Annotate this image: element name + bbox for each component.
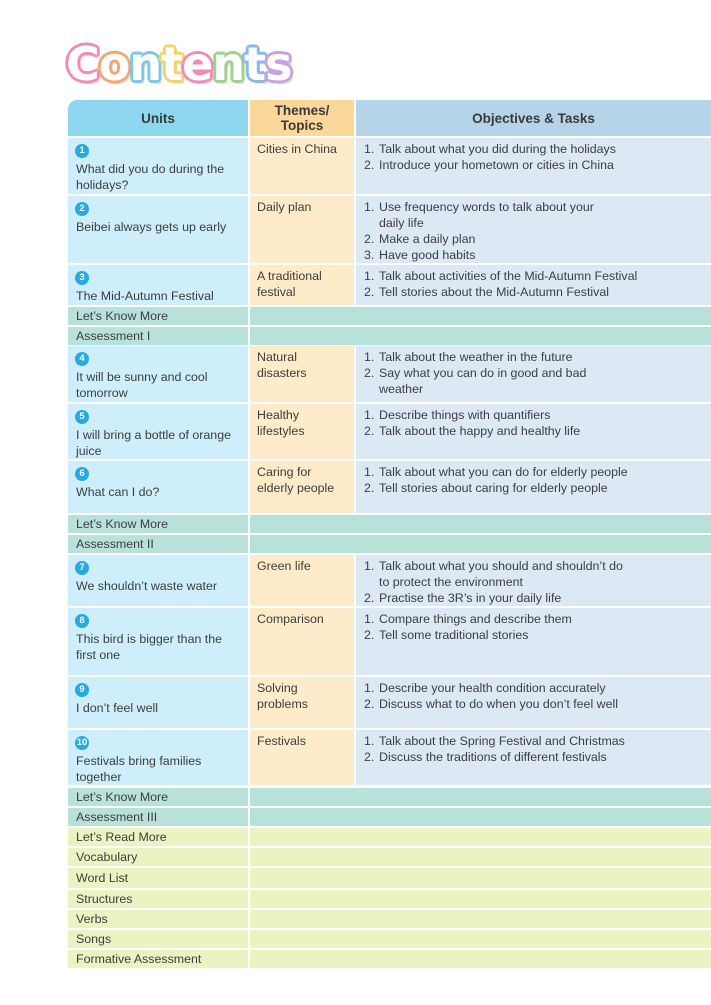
unit-cell[interactable]: [68, 404, 248, 459]
unit-title-line: I don’t feel well: [76, 701, 158, 715]
theme-line: Caring for: [257, 465, 312, 479]
title-letter: e: [182, 37, 213, 91]
unit-title-line: first one: [76, 648, 121, 662]
objective-item: [364, 480, 705, 496]
objective-text-line: Talk about what you can do for elderly people: [379, 465, 628, 479]
section-row-label[interactable]: Assessment III: [68, 808, 248, 826]
unit-cell[interactable]: [68, 196, 248, 263]
title-letter: o: [98, 37, 130, 91]
objective-text-line: Talk about activities of the Mid-Autumn Festival: [379, 269, 638, 283]
unit-title-line: What can I do?: [76, 485, 160, 499]
objective-number: 1.: [364, 269, 375, 283]
objective-number: 1.: [364, 559, 375, 573]
section-row-fill: [250, 868, 711, 888]
objective-text-line: Tell some traditional stories: [379, 628, 529, 642]
objectives-cell: [356, 461, 711, 513]
theme-line: elderly people: [257, 481, 335, 495]
section-row-label[interactable]: Word List: [68, 868, 248, 888]
objective-item: [364, 423, 705, 439]
objective-number: 2.: [364, 591, 375, 605]
units-column-header: [68, 100, 248, 136]
objective-item: [364, 157, 705, 173]
objective-item: [364, 627, 705, 643]
objective-number: 1.: [364, 681, 375, 695]
theme-line: Solving: [257, 681, 298, 695]
unit-number-badge: 9: [75, 683, 89, 697]
unit-title-line: It will be sunny and cool: [76, 370, 208, 384]
objective-item: [364, 349, 705, 365]
section-row-fill: [250, 327, 711, 345]
objective-text-line: Describe your health condition accurately: [379, 681, 606, 695]
unit-number-badge: 6: [75, 467, 89, 481]
unit-number-badge: 3: [75, 271, 89, 285]
objective-number: 1.: [364, 465, 375, 479]
theme-line: lifestyles: [257, 424, 305, 438]
objective-item: [364, 749, 705, 765]
theme-line: disasters: [257, 366, 307, 380]
objective-item: [364, 247, 705, 263]
objective-item: [364, 680, 705, 696]
section-row-label[interactable]: Vocabulary: [68, 848, 248, 866]
objective-number: 2.: [364, 628, 375, 642]
unit-title-line: juice: [76, 444, 102, 458]
section-row-fill: [250, 828, 711, 846]
title-letter: t: [244, 37, 266, 91]
theme-cell: [250, 608, 354, 675]
objective-item: [364, 733, 705, 749]
objective-text-line: Introduce your hometown or cities in China: [379, 158, 614, 172]
theme-line: festival: [257, 285, 296, 299]
objective-number: 1.: [364, 142, 375, 156]
objective-number: 2.: [364, 285, 375, 299]
objective-text-line: Talk about what you should and shouldn’t do: [379, 559, 623, 573]
title-letter: C: [66, 37, 99, 91]
section-row-label[interactable]: Let’s Know More: [68, 788, 248, 806]
theme-cell: [250, 677, 354, 728]
objectives-cell: [356, 555, 711, 606]
unit-title-line: Festivals bring families: [76, 754, 202, 768]
section-row-fill: [250, 788, 711, 806]
unit-title-line: This bird is bigger than the: [76, 632, 223, 646]
objectives-cell: [356, 608, 711, 675]
unit-number-badge: 8: [75, 614, 89, 628]
objective-text-line: Tell stories about caring for elderly people: [379, 481, 608, 495]
objective-number: 2.: [364, 158, 375, 172]
section-row-fill: [250, 848, 711, 866]
unit-title-line: What did you do during the: [76, 162, 225, 176]
objective-text-line: Talk about the weather in the future: [379, 350, 573, 364]
objectives-cell: [356, 677, 711, 728]
theme-line: Daily plan: [257, 200, 312, 214]
section-row-fill: [250, 808, 711, 826]
objective-number: 2.: [364, 750, 375, 764]
objective-number: 2.: [364, 366, 375, 380]
theme-line: Comparison: [257, 612, 324, 626]
objective-text-line: Use frequency words to talk about your: [379, 200, 594, 214]
objective-text-line: Discuss what to do when you don’t feel well: [379, 697, 618, 711]
objective-number: 1.: [364, 734, 375, 748]
unit-cell[interactable]: [68, 461, 248, 513]
themes-column-header: [250, 100, 354, 136]
objective-item: [364, 365, 705, 397]
objective-number: 2.: [364, 697, 375, 711]
objective-text-line: Talk about the Spring Festival and Christmas: [379, 734, 625, 748]
theme-cell: [250, 730, 354, 785]
objective-item: [364, 611, 705, 627]
objective-text-line: Say what you can do in good and bad: [379, 366, 587, 380]
theme-cell: [250, 461, 354, 513]
objectives-cell: [356, 404, 711, 459]
theme-line: Festivals: [257, 734, 306, 748]
objective-item: [364, 231, 705, 247]
themes-header-line1: Themes/: [274, 103, 330, 118]
theme-cell: [250, 404, 354, 459]
unit-cell[interactable]: [68, 677, 248, 728]
themes-header-line2: Topics: [280, 118, 324, 133]
objectives-cell: [356, 730, 711, 785]
objective-text-line: Tell stories about the Mid-Autumn Festival: [379, 285, 610, 299]
objective-number: 2.: [364, 424, 375, 438]
unit-title-line: We shouldn’t waste water: [76, 579, 217, 593]
objective-item: [364, 268, 705, 284]
objective-item: [364, 407, 705, 423]
unit-cell[interactable]: [68, 138, 248, 194]
objective-item: [364, 696, 705, 712]
objective-text-line: to protect the environment: [379, 575, 523, 589]
objective-text-line: weather: [379, 382, 424, 396]
objective-text-line: Compare things and describe them: [379, 612, 572, 626]
objective-item: [364, 199, 705, 231]
section-row-label[interactable]: Let’s Know More: [68, 515, 248, 533]
title-letter: s: [265, 37, 292, 91]
objective-text-line: Talk about the happy and healthy life: [379, 424, 581, 438]
section-row-fill: [250, 910, 711, 928]
title-letter: n: [212, 37, 245, 91]
section-row-label[interactable]: Verbs: [68, 910, 248, 928]
section-row-label[interactable]: Let’s Know More: [68, 307, 248, 325]
objective-number: 3.: [364, 248, 375, 262]
unit-title-line: tomorrow: [76, 386, 128, 400]
objectives-cell: [356, 265, 711, 305]
objective-number: 1.: [364, 408, 375, 422]
theme-line: A traditional: [257, 269, 322, 283]
objective-number: 1.: [364, 350, 375, 364]
unit-number-badge: 1: [75, 144, 89, 158]
section-row-label[interactable]: Songs: [68, 930, 248, 948]
section-row-fill: [250, 307, 711, 325]
unit-number-badge: 2: [75, 202, 89, 216]
objectives-cell: [356, 138, 711, 194]
page-title: [66, 34, 291, 94]
title-letter: t: [161, 37, 183, 91]
theme-cell: [250, 138, 354, 194]
theme-cell: [250, 265, 354, 305]
objective-text-line: Discuss the traditions of different festivals: [379, 750, 607, 764]
objectives-cell: [356, 196, 711, 263]
theme-line: Cities in China: [257, 142, 337, 156]
section-row-fill: [250, 890, 711, 908]
unit-title-line: Beibei always gets up early: [76, 220, 227, 234]
objectives-cell: [356, 346, 711, 402]
theme-cell: [250, 346, 354, 402]
unit-number-badge: 4: [75, 352, 89, 366]
section-row-label[interactable]: Let’s Read More: [68, 828, 248, 846]
objective-item: [364, 558, 705, 590]
section-row-label[interactable]: Assessment I: [68, 327, 248, 345]
unit-cell[interactable]: [68, 730, 248, 785]
theme-cell: [250, 196, 354, 263]
objective-text-line: Talk about what you did during the holidays: [379, 142, 616, 156]
objective-number: 1.: [364, 200, 375, 214]
section-row-fill: [250, 535, 711, 553]
theme-line: problems: [257, 697, 308, 711]
objective-item: [364, 141, 705, 157]
objectives-column-header: [356, 100, 711, 136]
section-row-fill: [250, 930, 711, 948]
unit-title-line: together: [76, 770, 122, 784]
objective-text-line: Describe things with quantifiers: [379, 408, 551, 422]
unit-number-badge: 5: [75, 410, 89, 424]
theme-line: Healthy: [257, 408, 300, 422]
objective-number: 2.: [364, 232, 375, 246]
section-row-label[interactable]: Assessment II: [68, 535, 248, 553]
unit-title-line: holidays?: [76, 178, 129, 192]
objective-text-line: Practise the 3R’s in your daily life: [379, 591, 562, 605]
objective-text-line: Make a daily plan: [379, 232, 476, 246]
objective-text-line: Have good habits: [379, 248, 476, 262]
unit-title-line: I will bring a bottle of orange: [76, 428, 231, 442]
theme-line: Green life: [257, 559, 311, 573]
objective-item: [364, 590, 705, 606]
unit-title-line: The Mid-Autumn Festival: [76, 289, 214, 303]
unit-cell[interactable]: [68, 555, 248, 606]
unit-cell[interactable]: [68, 265, 248, 305]
unit-number-badge: 10: [76, 737, 88, 748]
title-letter: n: [129, 37, 162, 91]
unit-cell[interactable]: [68, 346, 248, 402]
objectives-header-label: Objectives & Tasks: [472, 110, 595, 126]
units-header-label: Units: [141, 110, 175, 126]
objective-text-line: daily life: [379, 216, 424, 230]
unit-number-badge: 7: [75, 561, 89, 575]
theme-cell: [250, 555, 354, 606]
objective-item: [364, 464, 705, 480]
section-row-label[interactable]: Structures: [68, 890, 248, 908]
section-row-fill: [250, 950, 711, 968]
unit-cell[interactable]: [68, 608, 248, 675]
objective-number: 2.: [364, 481, 375, 495]
theme-line: Natural: [257, 350, 297, 364]
objective-item: [364, 284, 705, 300]
objective-number: 1.: [364, 612, 375, 626]
section-row-fill: [250, 515, 711, 533]
section-row-label[interactable]: Formative Assessment: [68, 950, 248, 968]
